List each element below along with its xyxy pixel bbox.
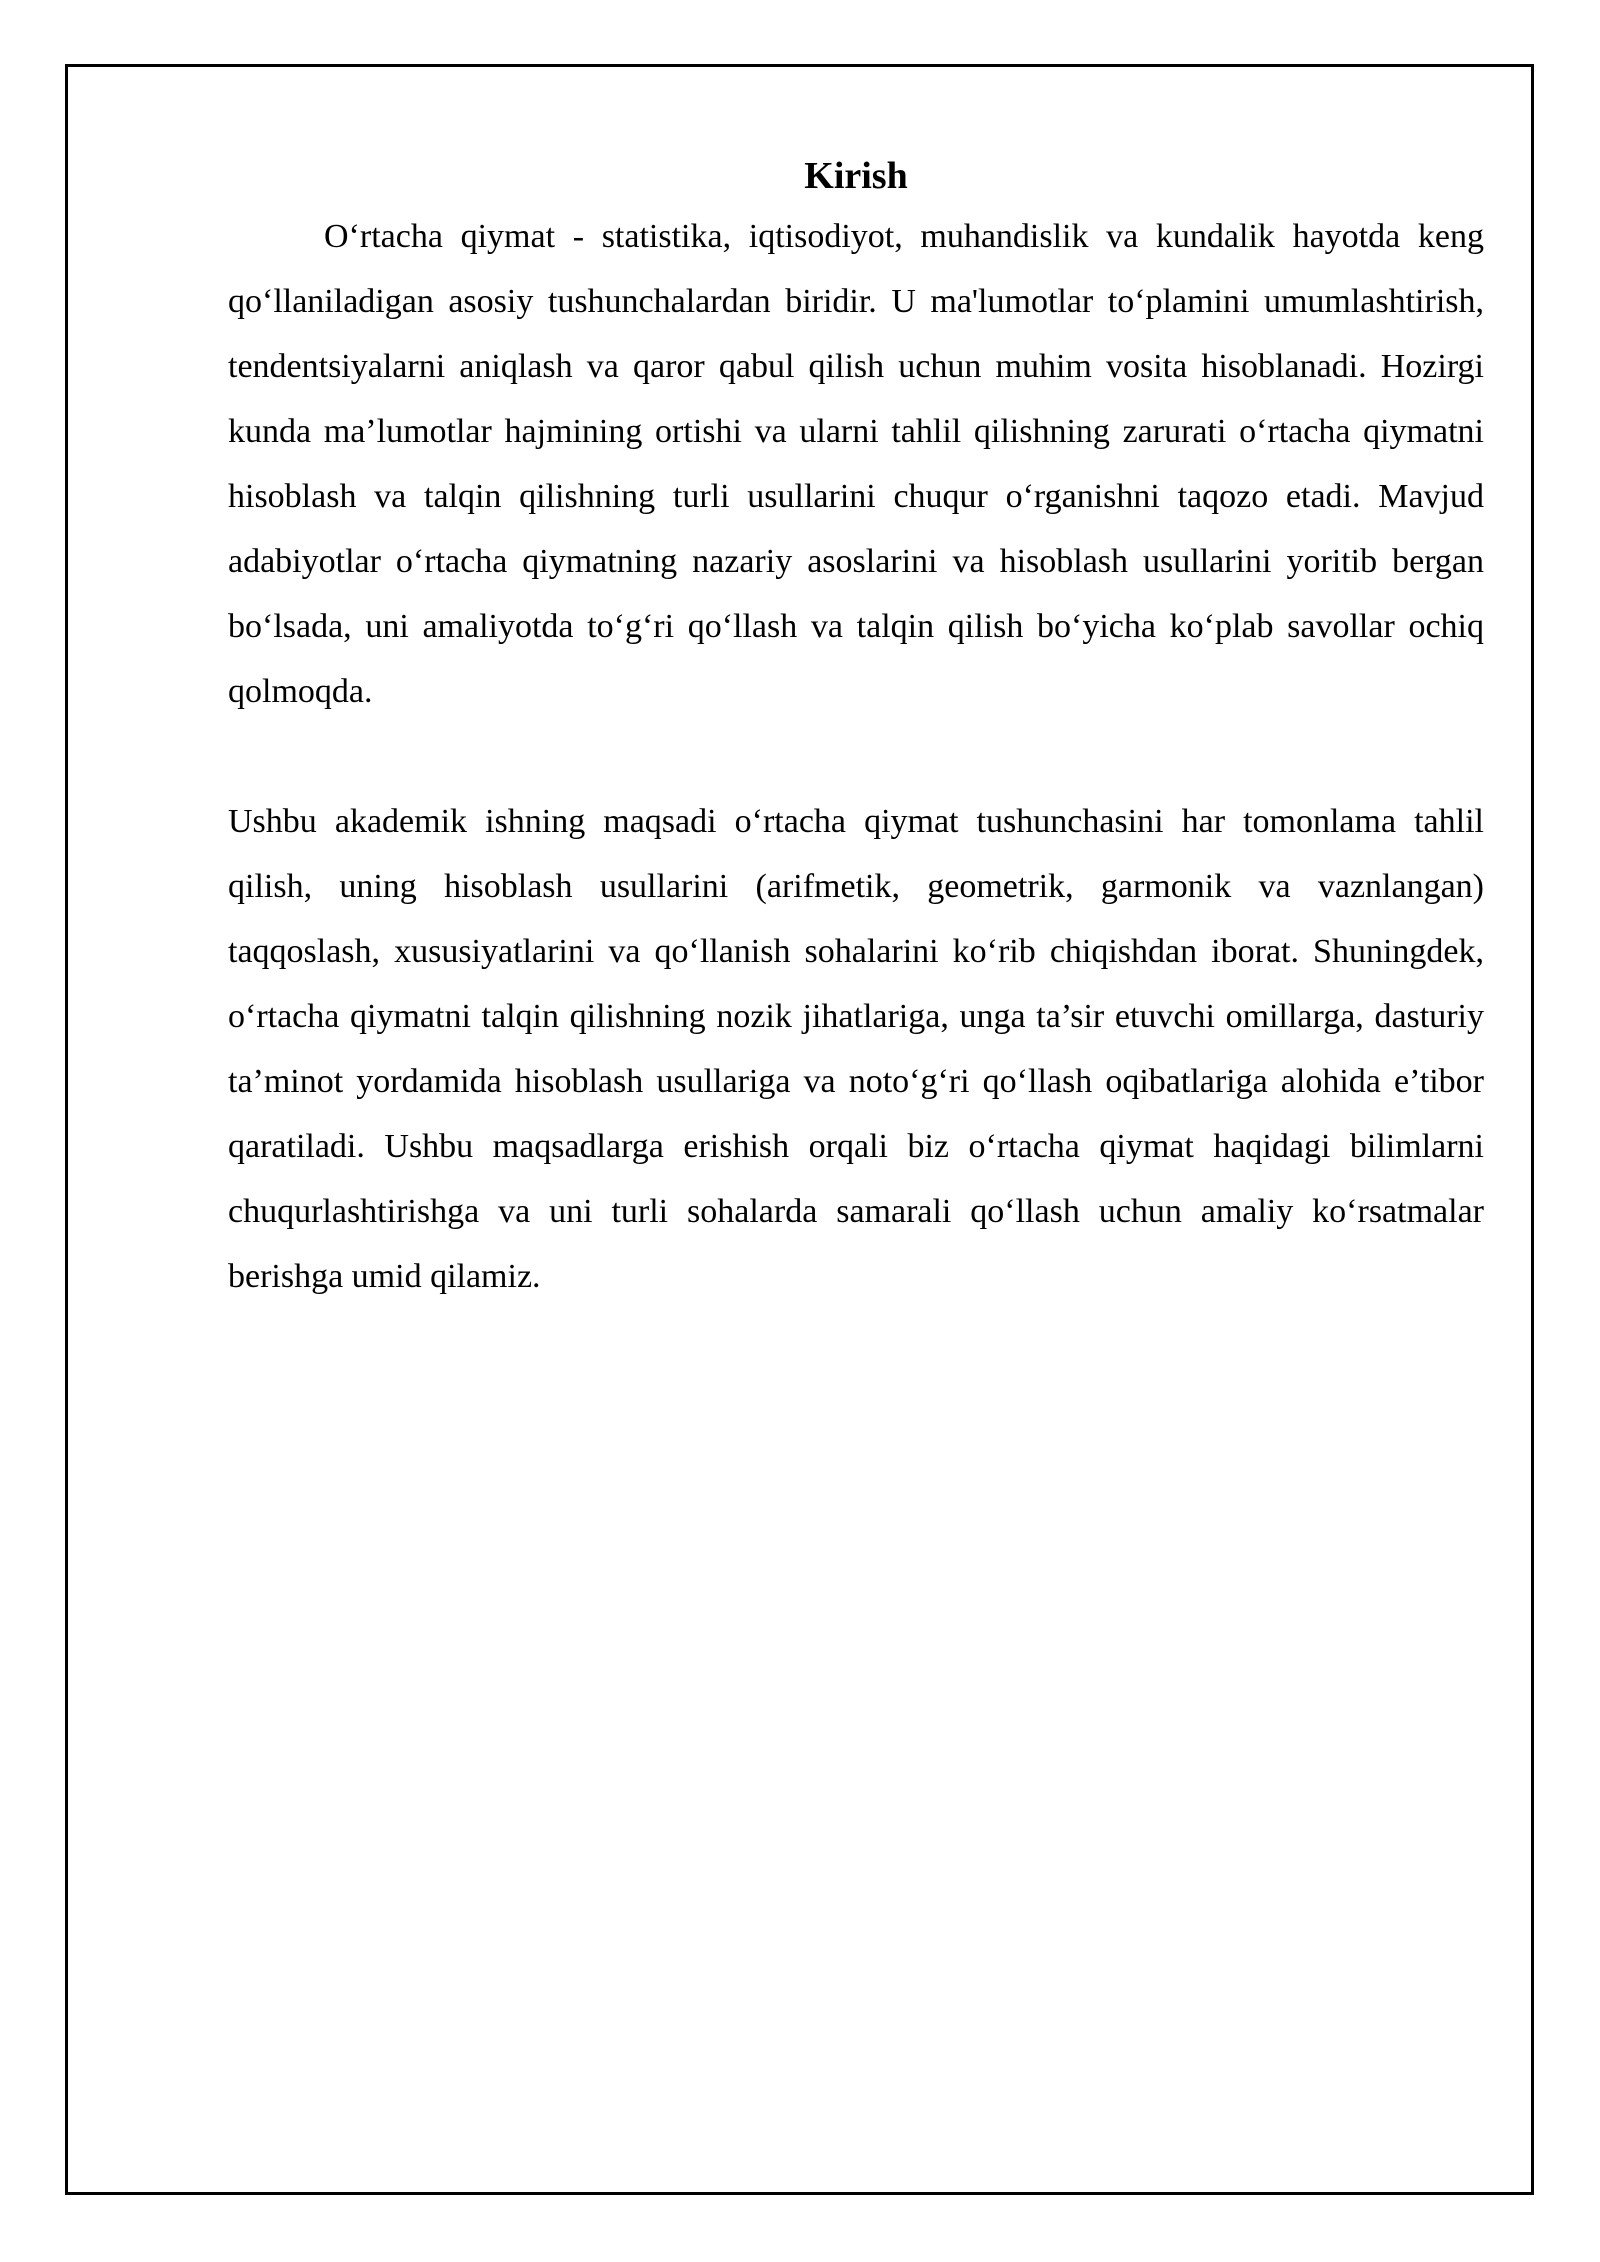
document-body (228, 148, 1484, 1309)
paragraph-introduction: O‘rtacha qiymat - statistika, iqtisodiyot, muhandislik va kundalik hayotda keng qo‘llaniladigan asosiy tushunchalardan biridir. U ma'lumotlar to‘plamini umumlashtirish, tendentsiyalarni aniqlash va qaror qabul qilish uchun muhim vosita hisoblanadi. Hozirgi kunda ma’lumotlar hajmining ortishi va ularni tahlil qilishning zarurati o‘rtacha qiymatni hisoblash va talqin qilishning turli usullarini chuqur o‘rganishni taqozo etadi. Mavjud adabiyotlar o‘rtacha qiymatning nazariy asoslarini va hisoblash usullarini yoritib bergan bo‘lsada, uni amaliyotda to‘g‘ri qo‘llash va talqin qilish bo‘yicha ko‘plab savollar ochiq qolmoqda. (228, 218, 1484, 710)
document-title: Kirish (804, 155, 908, 197)
paragraph-purpose: Ushbu akademik ishning maqsadi o‘rtacha qiymat tushunchasini har tomonlama tahlil qilish, uning hisoblash usullarini (arifmetik, geometrik, garmonik va vaznlangan) taqqoslash, xususiyatlarini va qo‘llanish sohalarini ko‘rib chiqishdan iborat. Shuningdek, o‘rtacha qiymatni talqin qilishning nozik jihatlariga, unga ta’sir etuvchi omillarga, dasturiy ta’minot yordamida hisoblash usullariga va noto‘g‘ri qo‘llash oqibatlariga alohida e’tibor qaratiladi. Ushbu maqsadlarga erishish orqali biz o‘rtacha qiymat haqidagi bilimlarni chuqurlashtirishga va uni turli sohalarda samarali qo‘llash uchun amaliy ko‘rsatmalar berishga umid qilamiz. (228, 803, 1484, 1295)
